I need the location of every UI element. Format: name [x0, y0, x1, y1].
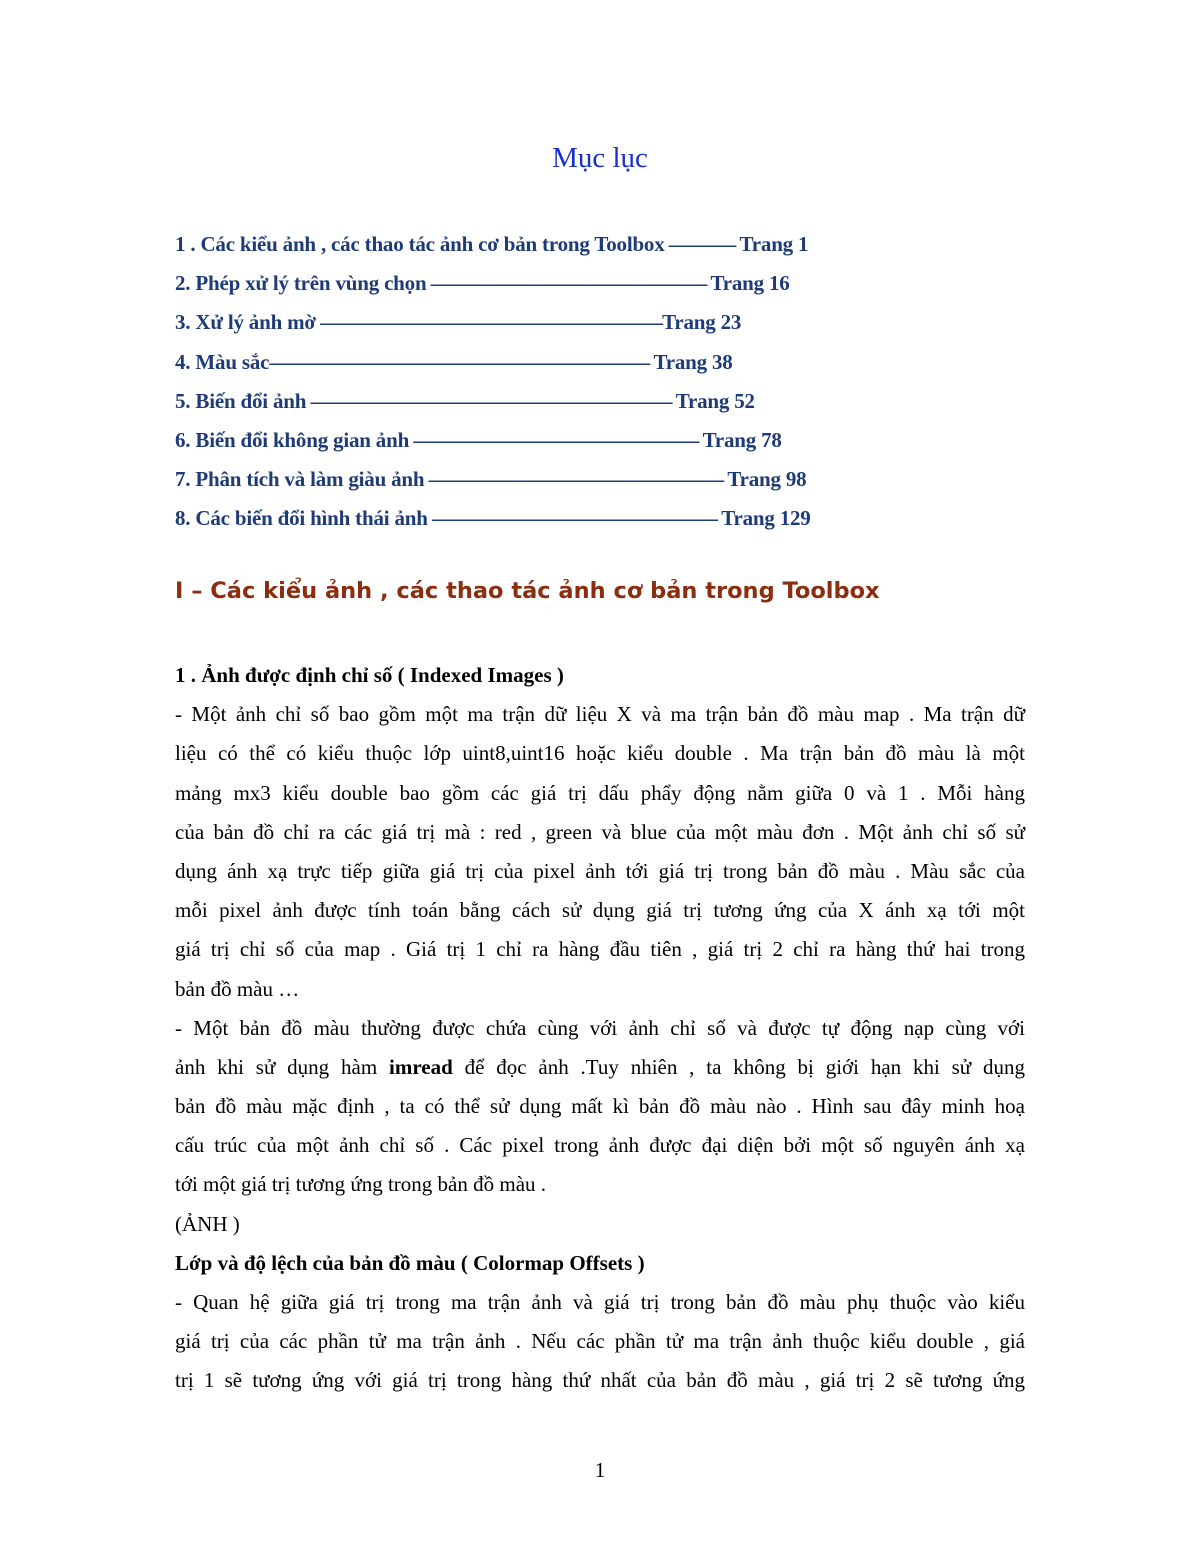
toc-entry-6 — [175, 421, 1075, 460]
toc-leader: –––––––––––––––––––––––––––––––––––––– — [306, 388, 676, 413]
paragraph-line: của bản đồ chỉ ra các giá trị mà : red , green và blue của một màu đơn . Một ảnh chỉ số sử — [175, 819, 1025, 844]
toc-page-ref: Trang 16 — [710, 271, 790, 296]
table-of-contents — [175, 225, 1075, 539]
text-run: để đọc ảnh .Tuy nhiên , ta không bị giới hạn khi sử dụng — [452, 1054, 1025, 1079]
toc-title: Mục lục — [552, 142, 648, 174]
paragraph-line: giá trị của các phần tử ma trận ảnh . Nếu các phần tử ma trận ảnh thuộc kiểu double , giá — [175, 1329, 1025, 1354]
paragraph-line: liệu có thể có kiểu thuộc lớp uint8,uint16 hoặc kiểu double . Ma trận bản đồ màu là một — [175, 741, 1025, 766]
subsection-title: 1 . Ảnh được định chỉ số ( Indexed Images ) — [175, 663, 564, 687]
toc-page-ref: Trang 78 — [702, 427, 782, 452]
toc-leader: ––––––– — [664, 232, 740, 256]
toc-page-ref: Trang 23 — [662, 310, 742, 335]
toc-entry-text: 1 . Các kiểu ảnh , các thao tác ảnh cơ bản trong Toolbox — [175, 232, 665, 256]
paragraph-line: bản đồ màu … — [175, 976, 300, 1001]
toc-entry-7 — [175, 460, 1075, 499]
text-run: ảnh khi sử dụng hàm — [175, 1054, 389, 1079]
paragraph-line: trị 1 sẽ tương ứng với giá trị trong hàng thứ nhất của bản đồ màu , giá trị 2 sẽ tương ứng — [175, 1368, 1025, 1393]
toc-leader: ––––––––––––––––––––––––––––––– — [424, 467, 728, 492]
function-name: imread — [389, 1054, 453, 1079]
toc-entry-text: 8. Các biến đổi hình thái ảnh — [175, 506, 428, 531]
toc-entry-3 — [175, 303, 1075, 342]
paragraph-line: mảng mx3 kiểu double bao gồm các giá trị dấu phẩy động nằm giữa 0 và 1 . Mỗi hàng — [175, 780, 1025, 805]
toc-entry-text: 7. Phân tích và làm giàu ảnh — [175, 467, 425, 492]
toc-leader: –––––––––––––––––––––––––––––––––––– — [315, 310, 663, 335]
paragraph-line: - Một ảnh chỉ số bao gồm một ma trận dữ liệu X và ma trận bản đồ màu map . Ma trận dữ — [175, 702, 1025, 727]
toc-leader: –––––––––––––––––––––––––––––––––––––––– — [269, 349, 654, 374]
section-heading: I – Các kiểu ảnh , các thao tác ảnh cơ bản trong Toolbox — [175, 578, 880, 604]
toc-entry-5 — [175, 382, 1075, 421]
toc-leader: –––––––––––––––––––––––––––––– — [427, 506, 722, 531]
toc-page-ref: Trang 98 — [727, 467, 807, 492]
page-number: 1 — [594, 1458, 606, 1482]
toc-entry-4 — [175, 343, 1075, 382]
toc-entry-text: 6. Biến đổi không gian ảnh — [175, 427, 410, 452]
toc-entry-8 — [175, 499, 1075, 538]
toc-page-ref: Trang 52 — [675, 388, 755, 413]
toc-entry-text: 5. Biến đổi ảnh — [175, 388, 307, 413]
paragraph-line: cấu trúc của một ảnh chỉ số . Các pixel trong ảnh được đại diện bởi một số nguyên ánh xạ — [175, 1133, 1025, 1158]
toc-entry-2 — [175, 264, 1075, 303]
toc-page-ref: Trang 38 — [653, 349, 733, 374]
body-text — [175, 656, 1025, 1401]
toc-entry-text: 3. Xử lý ảnh mờ — [175, 310, 316, 335]
paragraph-line: tới một giá trị tương ứng trong bản đồ màu . — [175, 1172, 547, 1197]
toc-entry-text: 2. Phép xử lý trên vùng chọn — [175, 271, 427, 296]
toc-leader: –––––––––––––––––––––––––––––– — [409, 427, 703, 452]
image-placeholder: (ẢNH ) — [175, 1211, 240, 1236]
toc-page-ref: Trang 129 — [721, 506, 811, 531]
paragraph-line: dụng ánh xạ trực tiếp giữa giá trị của pixel ảnh tới giá trị trong bản đồ màu . Màu sắc của — [175, 858, 1025, 883]
paragraph-line: mỗi pixel ảnh được tính toán bằng cách sử dụng giá trị tương ứng của X ánh xạ tới một — [175, 898, 1025, 923]
paragraph-line — [175, 1048, 1025, 1087]
toc-entry-text: 4. Màu sắc — [175, 349, 270, 374]
toc-leader: ––––––––––––––––––––––––––––– — [426, 271, 711, 296]
toc-entry-1 — [175, 225, 1075, 264]
paragraph-line: - Một bản đồ màu thường được chứa cùng với ảnh chỉ số và được tự động nạp cùng với — [175, 1015, 1025, 1040]
toc-page-ref: Trang 1 — [739, 232, 809, 256]
subsection-title: Lớp và độ lệch của bản đồ màu ( Colormap Offsets ) — [175, 1250, 645, 1275]
paragraph-line: bản đồ màu mặc định , ta có thể sử dụng mất kì bản đồ màu nào . Hình sau đây minh hoạ — [175, 1094, 1025, 1119]
paragraph-line: giá trị chỉ số của map . Giá trị 1 chỉ ra hàng đầu tiên , giá trị 2 chỉ ra hàng thứ hai trong — [175, 937, 1025, 962]
paragraph-line: - Quan hệ giữa giá trị trong ma trận ảnh và giá trị trong bản đồ màu phụ thuộc vào kiểu — [175, 1290, 1025, 1314]
